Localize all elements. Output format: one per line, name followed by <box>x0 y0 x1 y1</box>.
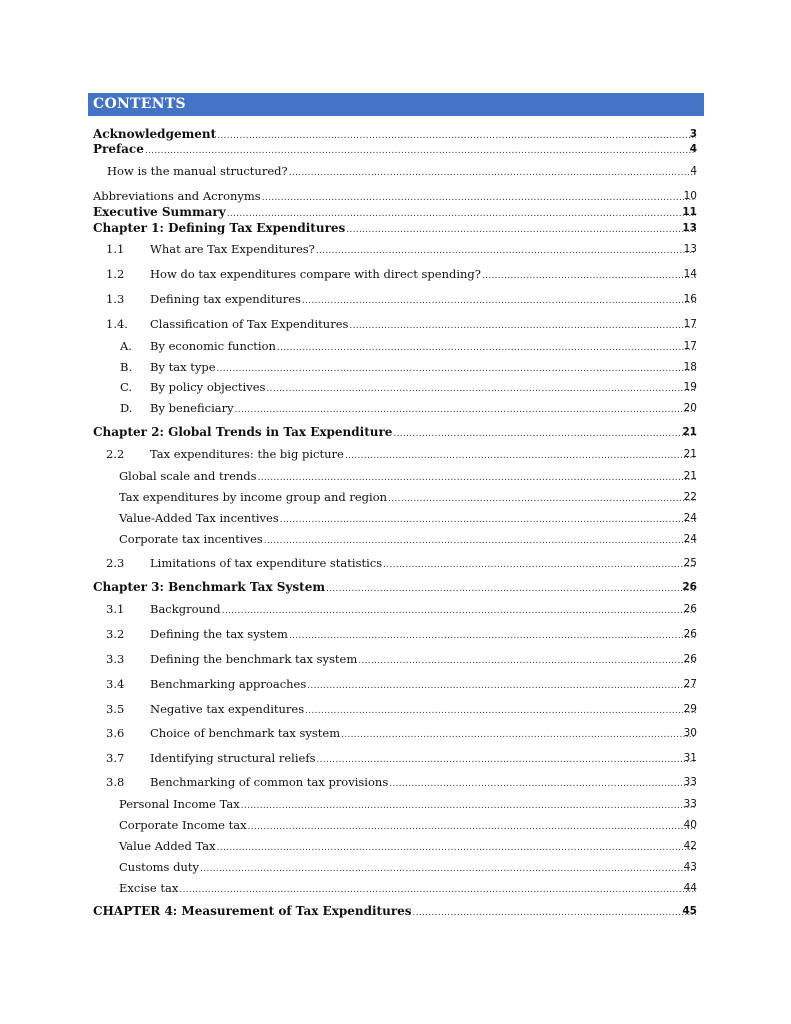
toc-entry-title-wrap <box>150 601 697 619</box>
toc-entry-title: By beneficiary <box>150 401 234 415</box>
toc-entry-page: 40 <box>683 819 697 831</box>
toc-entry-page: 33 <box>683 798 697 810</box>
toc-entry-page: 44 <box>683 882 697 894</box>
dot-leader <box>145 143 696 159</box>
toc-entry-page: 18 <box>683 361 697 373</box>
toc-entry-title-wrap <box>150 774 697 792</box>
toc-entry-number: 1.3 <box>106 292 125 306</box>
toc-entry-number: 1.2 <box>106 267 125 281</box>
dot-leader <box>302 293 696 309</box>
toc-entry-title: Choice of benchmark tax system <box>150 726 341 740</box>
toc-entry-title-wrap <box>93 903 697 921</box>
toc-entry-title: Chapter 3: Benchmark Tax System <box>93 580 326 594</box>
dot-leader <box>277 340 696 356</box>
toc-entry-title-wrap <box>119 531 697 549</box>
toc-entry-title: How is the manual structured? <box>107 164 288 178</box>
toc-entry-title-wrap <box>150 725 697 743</box>
toc-entry-page: 21 <box>683 470 697 482</box>
toc-entry[interactable] <box>0 424 791 440</box>
toc-entry-title-wrap <box>150 626 697 644</box>
toc-entry-page: 24 <box>683 533 697 545</box>
toc-entry-title: Value-Added Tax incentives <box>119 511 279 525</box>
toc-entry-page: 31 <box>683 752 697 764</box>
toc-entry-number: 3.8 <box>106 775 125 789</box>
toc-entry-page: 10 <box>683 190 697 202</box>
toc-entry-page: 30 <box>683 727 697 739</box>
toc-entry-title: Negative tax expenditures <box>150 702 305 716</box>
toc-entry-title-wrap <box>107 163 697 181</box>
toc-entry-number: 2.3 <box>106 556 125 570</box>
dot-leader <box>217 361 696 377</box>
toc-entry[interactable] <box>0 446 791 462</box>
dot-leader <box>358 653 696 669</box>
toc-entry[interactable] <box>0 141 791 157</box>
toc-entry[interactable] <box>0 626 791 642</box>
toc-entry-page: 24 <box>683 512 697 524</box>
toc-entry-title-wrap <box>150 750 697 768</box>
toc-entry-page: 26 <box>683 628 697 640</box>
toc-entry[interactable] <box>0 359 791 375</box>
toc-entry[interactable] <box>0 601 791 617</box>
toc-entry[interactable] <box>0 817 791 833</box>
toc-entry-title: By policy objectives <box>150 380 266 394</box>
toc-entry-page: 4 <box>689 143 697 155</box>
dot-leader <box>289 165 696 181</box>
toc-entry[interactable] <box>0 880 791 896</box>
toc-entry[interactable] <box>0 266 791 282</box>
toc-entry-title-wrap <box>119 838 697 856</box>
dot-leader <box>388 491 696 507</box>
dot-leader <box>241 798 696 814</box>
toc-entry[interactable] <box>0 750 791 766</box>
dot-leader <box>389 776 696 792</box>
toc-entry-page: 17 <box>683 340 697 352</box>
dot-leader <box>383 557 696 573</box>
toc-entry-title-wrap <box>119 468 697 486</box>
toc-entry-title-wrap <box>150 651 697 669</box>
dot-leader <box>307 678 696 694</box>
toc-entry-title: Tax expenditures: the big picture <box>150 447 344 461</box>
toc-entry-number: 3.5 <box>106 702 125 716</box>
dot-leader <box>482 268 696 284</box>
toc-entry-title-wrap <box>150 338 697 356</box>
toc-entry-number: 3.2 <box>106 627 125 641</box>
dot-leader <box>316 752 696 768</box>
toc-entry-title-wrap <box>150 266 697 284</box>
toc-entry-title: Excise tax <box>119 881 179 895</box>
toc-entry-number: D. <box>120 401 133 415</box>
toc-entry[interactable] <box>0 510 791 526</box>
toc-entry-title-wrap <box>119 880 697 898</box>
toc-entry-page: 13 <box>683 243 697 255</box>
toc-entry[interactable] <box>0 579 791 595</box>
dot-leader <box>346 222 696 238</box>
toc-entry[interactable] <box>0 903 791 919</box>
toc-entry-page: 29 <box>683 703 697 715</box>
toc-entry-title-wrap <box>150 316 697 334</box>
toc-entry-title: Benchmarking of common tax provisions <box>150 775 389 789</box>
toc-entry-page: 27 <box>683 678 697 690</box>
toc-entry-title-wrap <box>150 359 697 377</box>
toc-entry-page: 4 <box>690 165 697 177</box>
dot-leader <box>266 381 696 397</box>
dot-leader <box>258 470 696 486</box>
toc-entry[interactable] <box>0 188 791 204</box>
toc-entry-page: 33 <box>683 776 697 788</box>
toc-entry-title-wrap <box>93 220 697 238</box>
toc-entry[interactable] <box>0 126 791 142</box>
toc-entry-title: Defining the tax system <box>150 627 288 641</box>
toc-entry-number: 3.6 <box>106 726 125 740</box>
dot-leader <box>264 533 696 549</box>
dot-leader <box>179 882 696 898</box>
toc-entry-title: What are Tax Expenditures? <box>150 242 315 256</box>
toc-entry-page: 26 <box>682 581 697 593</box>
toc-entry-page: 20 <box>683 402 697 414</box>
dot-leader <box>393 426 696 442</box>
toc-entry-number: 3.1 <box>106 602 125 616</box>
dot-leader <box>200 861 696 877</box>
dot-leader <box>345 448 696 464</box>
toc-entry-title: Personal Income Tax <box>119 797 240 811</box>
toc-entry-title: Benchmarking approaches <box>150 677 307 691</box>
toc-entry-title: Tax expenditures by income group and region <box>119 490 388 504</box>
toc-entry[interactable] <box>0 220 791 236</box>
toc-entry-title-wrap <box>119 796 697 814</box>
toc-entry-title-wrap <box>150 379 697 397</box>
toc-entry-title: Chapter 2: Global Trends in Tax Expenditure <box>93 425 393 439</box>
toc-entry-title: How do tax expenditures compare with direct spending? <box>150 267 481 281</box>
toc-entry[interactable] <box>0 489 791 505</box>
dot-leader <box>289 628 696 644</box>
toc-entry-number: C. <box>120 380 133 394</box>
toc-entry-page: 11 <box>682 206 697 218</box>
toc-entry-number: 3.3 <box>106 652 125 666</box>
toc-entry-title: Abbreviations and Acronyms <box>93 189 261 203</box>
toc-entry-page: 26 <box>683 653 697 665</box>
toc-entry-page: 25 <box>683 557 697 569</box>
toc-entry-number: A. <box>120 339 132 353</box>
toc-entry[interactable] <box>0 676 791 692</box>
toc-entry-title: Limitations of tax expenditure statistics <box>150 556 383 570</box>
toc-entry-title: CHAPTER 4: Measurement of Tax Expenditures <box>93 904 412 918</box>
toc-entry-page: 43 <box>683 861 697 873</box>
toc-entry-title: Classification of Tax Expenditures <box>150 317 349 331</box>
toc-entry[interactable] <box>0 291 791 307</box>
toc-entry-title-wrap <box>150 291 697 309</box>
toc-entry-title: By tax type <box>150 360 216 374</box>
toc-entry-number: 2.2 <box>106 447 125 461</box>
toc-entry-page: 22 <box>683 491 697 503</box>
toc-entry-title-wrap <box>150 400 697 418</box>
toc-entry-title-wrap <box>93 424 697 442</box>
toc-entry[interactable] <box>0 701 791 717</box>
toc-entry-title-wrap <box>119 817 697 835</box>
toc-entry[interactable] <box>0 400 791 416</box>
toc-entry[interactable] <box>0 338 791 354</box>
dot-leader <box>326 581 696 597</box>
toc-entry-title: Preface <box>93 142 144 156</box>
toc-entry-title-wrap <box>119 489 697 507</box>
toc-entry[interactable] <box>0 838 791 854</box>
toc-entry[interactable] <box>0 774 791 790</box>
toc-entry-title: Executive Summary <box>93 205 226 219</box>
toc-entry-number: B. <box>120 360 133 374</box>
toc-entry-page: 42 <box>683 840 697 852</box>
dot-leader <box>305 703 696 719</box>
toc-entry-page: 26 <box>683 603 697 615</box>
toc-entry[interactable] <box>0 163 791 179</box>
toc-entry-page: 3 <box>689 128 697 140</box>
toc-entry[interactable] <box>0 531 791 547</box>
toc-entry-page: 19 <box>683 381 697 393</box>
toc-entry-title-wrap <box>93 141 697 159</box>
dot-leader <box>316 243 696 259</box>
toc-entry-title: Corporate tax incentives <box>119 532 263 546</box>
toc-entry[interactable] <box>0 796 791 812</box>
toc-entry-title-wrap <box>93 579 697 597</box>
toc-entry-title: Corporate Income tax <box>119 818 247 832</box>
toc-entry[interactable] <box>0 316 791 332</box>
toc-entry-page: 13 <box>682 222 697 234</box>
contents-heading: CONTENTS <box>88 93 704 116</box>
toc-entry-title: Background <box>150 602 221 616</box>
toc-entry-title-wrap <box>119 510 697 528</box>
toc-entry-page: 17 <box>683 318 697 330</box>
toc-entry-title-wrap <box>150 676 697 694</box>
toc-entry[interactable] <box>0 468 791 484</box>
toc-entry-number: 3.7 <box>106 751 125 765</box>
toc-entry[interactable] <box>0 725 791 741</box>
toc-entry-title: Value Added Tax <box>119 839 216 853</box>
toc-entry-page: 45 <box>682 905 697 917</box>
toc-entry-title: By economic function <box>150 339 276 353</box>
toc-entry-number: 3.4 <box>106 677 125 691</box>
toc-entry-title-wrap <box>150 241 697 259</box>
toc-entry-title: Customs duty <box>119 860 200 874</box>
toc-entry[interactable] <box>0 379 791 395</box>
dot-leader <box>222 603 696 619</box>
dot-leader <box>349 318 696 334</box>
dot-leader <box>217 840 696 856</box>
dot-leader <box>413 905 696 921</box>
toc-entry[interactable] <box>0 204 791 220</box>
toc-entry-title: Defining tax expenditures <box>150 292 301 306</box>
toc-entry-title: Chapter 1: Defining Tax Expenditures <box>93 221 346 235</box>
toc-entry-title-wrap <box>150 446 697 464</box>
dot-leader <box>280 512 696 528</box>
toc-entry-page: 21 <box>682 426 697 438</box>
toc-entry[interactable] <box>0 555 791 571</box>
toc-entry-title: Global scale and trends <box>119 469 257 483</box>
toc-entry-page: 21 <box>683 448 697 460</box>
toc-entry-number: 1.4. <box>106 317 128 331</box>
toc-entry-title: Acknowledgement <box>93 127 217 141</box>
toc-entry-page: 16 <box>683 293 697 305</box>
toc-entry-title-wrap <box>119 859 697 877</box>
toc-entry-page: 14 <box>683 268 697 280</box>
toc-entry[interactable] <box>0 859 791 875</box>
toc-entry-title: Defining the benchmark tax system <box>150 652 358 666</box>
dot-leader <box>248 819 696 835</box>
toc-entry[interactable] <box>0 241 791 257</box>
toc-entry-title-wrap <box>150 555 697 573</box>
toc-entry-number: 1.1 <box>106 242 125 256</box>
toc-entry-title-wrap <box>150 701 697 719</box>
toc-entry-title: Identifying structural reliefs <box>150 751 316 765</box>
toc-entry[interactable] <box>0 651 791 667</box>
dot-leader <box>341 727 696 743</box>
dot-leader <box>235 402 696 418</box>
